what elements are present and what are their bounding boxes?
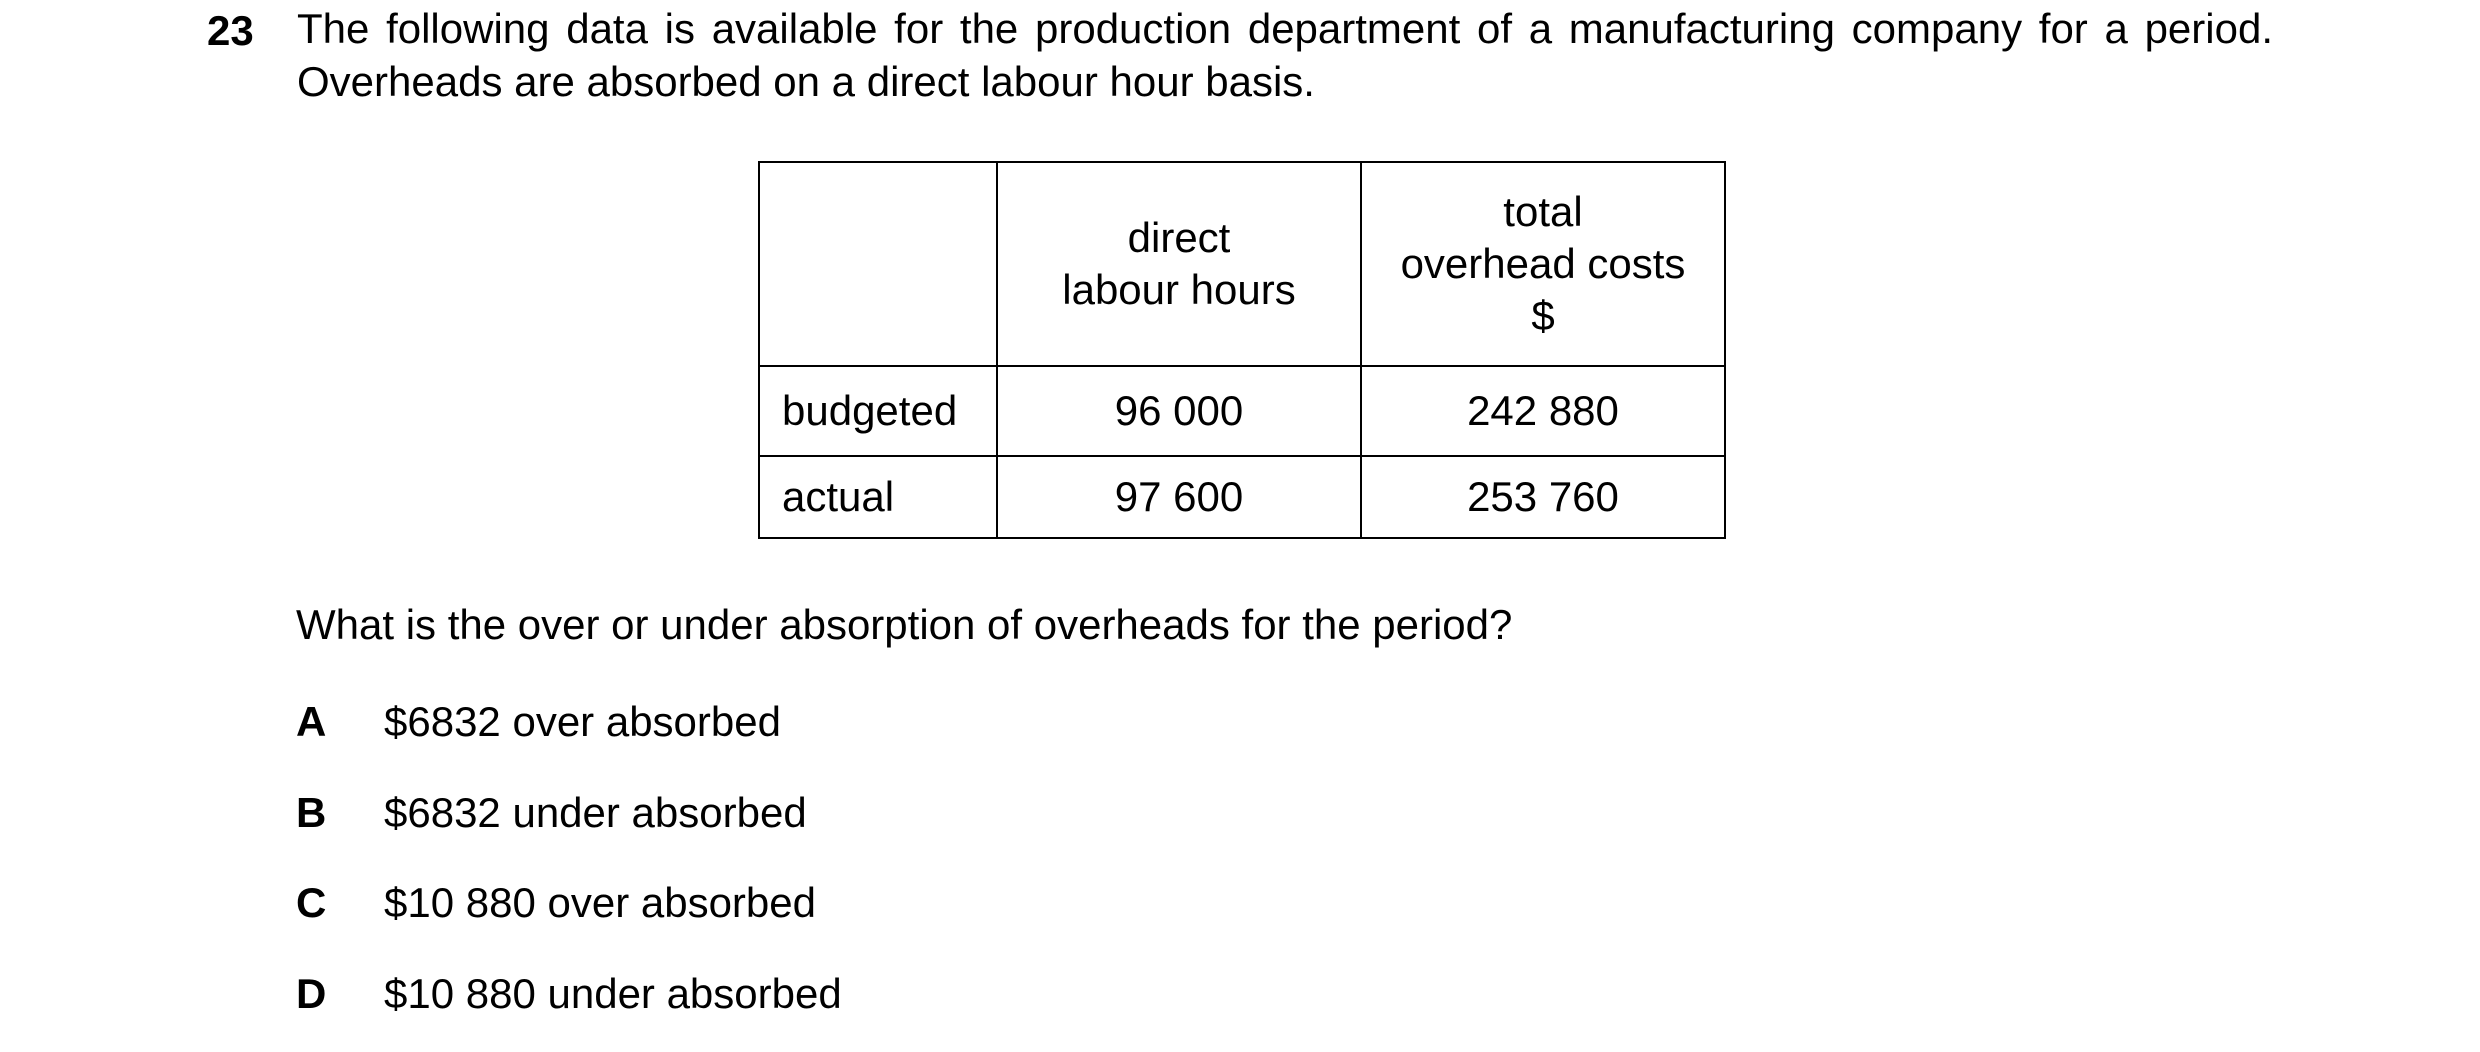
option-c[interactable] (296, 874, 816, 932)
option-letter: D (296, 970, 327, 1017)
option-text: $6832 over absorbed (384, 698, 781, 745)
option-text: $10 880 over absorbed (384, 879, 816, 926)
option-text: $6832 under absorbed (384, 789, 807, 836)
costs-cell: 242 880 (1361, 366, 1725, 456)
question-number: 23 (207, 7, 254, 54)
option-letter: A (296, 698, 327, 745)
row-label: actual (759, 456, 997, 538)
table-row (759, 366, 1725, 456)
hours-cell: 97 600 (997, 456, 1361, 538)
table-header-row (759, 162, 1725, 366)
header-direct-labour-hours: direct labour hours (997, 162, 1361, 366)
costs-cell: 253 760 (1361, 456, 1725, 538)
hours-cell: 96 000 (997, 366, 1361, 456)
data-table (758, 161, 1726, 539)
table-row (759, 456, 1725, 538)
option-a[interactable] (296, 693, 781, 751)
option-letter: B (296, 789, 327, 836)
question-stem: The following data is available for the production department of a manufacturing company for a period. Overheads are absorbed on a direct labour hour basis. (297, 5, 2273, 105)
option-d[interactable] (296, 965, 842, 1023)
header-total-overhead-costs: total overhead costs $ (1361, 162, 1725, 366)
header-empty-cell (759, 162, 997, 366)
option-letter: C (296, 879, 327, 926)
option-text: $10 880 under absorbed (384, 970, 842, 1017)
question-prompt: What is the over or under absorption of overheads for the period? (296, 601, 1513, 648)
row-label: budgeted (759, 366, 997, 456)
option-b[interactable] (296, 784, 807, 842)
